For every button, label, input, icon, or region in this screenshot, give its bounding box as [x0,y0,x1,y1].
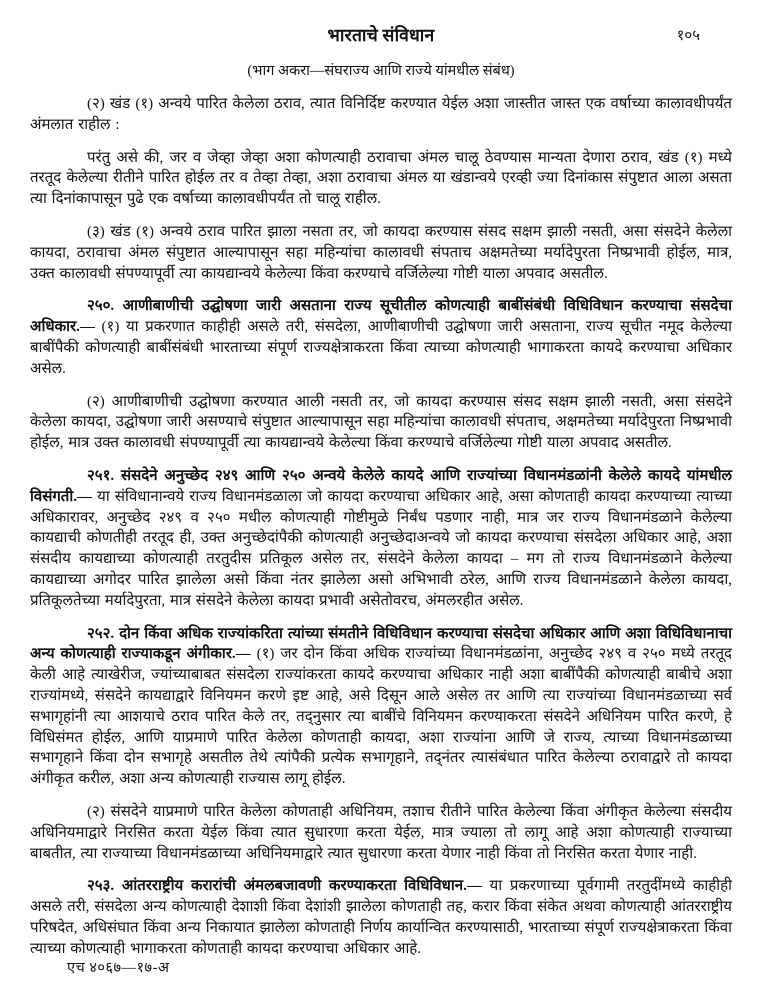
printer-mark: एच ४०६७—१७-अ [67,960,170,976]
article-251-heading: २५१. संसदेने अनुच्छेद २४९ आणि २५० अन्वये केलेले कायदे आणि राज्यांच्या विधानमंडळांनी केलेले कायदे यांमधील विसंगती.— [30,467,732,505]
part-subtitle: (भाग अकरा—संघराज्य आणि राज्ये यांमधील संबंध) [247,63,515,79]
article-250-paragraph [30,296,732,379]
clause-paragraph [30,222,732,284]
clause-text: (२) खंड (१) अन्वये पारित केलेला ठराव, त्यात विनिर्दिष्ट करण्यात येईल अशा जास्तीत जास्त एक वर्षाच्या कालावधीपर्यंत अंमलात राहील : [30,96,732,133]
clause-text: (२) आणीबाणीची उद्घोषणा करण्यात आली नसती तर, जो कायदा करण्यास संसद सक्षम झाली नसती, असा संसदेने केलेला कायदा, उद्घोषणा जारी असण्याचे संपुष्टात आल्यापासून सहा महिन्यांचा कालावधी संपताच, अक्षमतेच्या मर्यादेपुरता निष्प्रभावी होईल, मात्र उक्त कालावधी संपण्यापूर्वी त्या कायद्यान्वये केलेल्या किंवा करण्याचे वर्जिलेल्या गोष्टी याला अपवाद असतील. [30,393,732,452]
article-250-heading: २५०. आणीबाणीची उद्घोषणा जारी असताना राज्य सूचीतील कोणत्याही बाबींसंबंधी विधिविधान करण्याचा संसदेचा अधिकार.— [30,298,732,336]
article-252-heading: २५२. दोन किंवा अधिक राज्यांकरिता त्यांच्या संमतीने विधिविधान करण्याचा संसदेचा अधिकार आणि अशा विधिविधानाचा अन्य कोणत्याही राज्याकडून अंगीकार.— [30,625,732,663]
article-text [30,94,732,959]
article-253-heading: २५३. आंतरराष्ट्रीय करारांची अंमलबजावणी करण्याकरता विधिविधान.— [87,878,482,895]
clause-text: (३) खंड (१) अन्वये ठराव पारित झाला नसता तर, जो कायदा करण्यास संसद सक्षम झाली नसती, असा संसदेने केलेला कायदा, ठरावाचा अंमल संपुष्टात आल्यापासून सहा महिन्यांचा कालावधी संपताच अक्षमतेच्या मर्यादेपुरता निष्प्रभावी होईल, मात्र, उक्त कालावधी संपण्यापूर्वी त्या कायद्यान्वये केलेल्या किंवा करण्याचे वर्जिलेल्या गोष्टी याला अपवाद असतील. [30,223,732,282]
clause-paragraph [30,94,732,136]
clause-paragraph [30,392,732,454]
page-title: भारताचे संविधान [327,25,435,45]
article-251-paragraph [30,466,732,612]
proviso-paragraph [30,148,732,210]
clause-paragraph [30,802,732,864]
page-header [30,23,732,47]
clause-text: (१) जर दोन किंवा अधिक राज्यांच्या विधानमंडळांना, अनुच्छेद २४९ व २५० मध्ये तरतूद केली आहे त्याखेरीज, ज्यांच्याबाबत संसदेला राज्यांकरता कायदे करण्याचा अधिकार नाही अशा बाबींपैकी कोणत्याही बाबीचे अशा राज्यांमध्ये, संसदेने कायद्याद्वारे विनियमन करणे इष्ट आहे, असे दिसून आले असेल तर आणि त्या राज्यांच्या विधानमंडळाच्या सर्व सभागृहांनी त्या आशयाचे ठराव पारित केले तर, तद्नुसार त्या बाबींचे विनियमन करण्याकरता संसदेने अधिनियम पारित करणे, हे विधिसंमत होईल, आणि याप्रमाणे पारित केलेला कोणताही कायदा, अशा राज्यांना आणि जे राज्य, त्याच्या विधानमंडळाच्या सभागृहाने किंवा दोन सभागृहे असतील तेथे त्यांपैकी प्रत्येक सभागृहाने, तद्नंतर त्यासंबंधात पारित केलेल्या ठरावाद्वारे तो कायदा अंगीकृत करील, अशा अन्य कोणत्याही राज्यास लागू होईल. [30,646,733,788]
article-252-paragraph [30,624,732,790]
clause-text: परंतु असे की, जर व जेव्हा जेव्हा अशा कोणत्याही ठरावाचा अंमल चालू ठेवण्यास मान्यता देणारा ठराव, खंड (१) मध्ये तरतूद केलेल्या रीतीने पारित होईल तर व तेव्हा तेव्हा, अशा ठरावाचा अंमल या खंडान्वये एरव्ही ज्या दिनांकास संपुष्टात आला असता त्या दिनांकापासून पुढे एक वर्षाच्या कालावधीपर्यंत तो चालू राहील. [30,149,732,208]
page-number: १०५ [676,28,700,44]
clause-text: (२) संसदेने याप्रमाणे पारित केलेला कोणताही अधिनियम, तशाच रीतीने पारित केलेल्या किंवा अंगीकृत केलेल्या संसदीय अधिनियमाद्वारे निरसित करता येईल किंवा त्यात सुधारणा करता येईल, मात्र ज्याला तो लागू आहे अशा कोणत्याही राज्याच्या बाबतीत, त्या राज्याच्या विधानमंडळाच्या अधिनियमाद्वारे त्यात सुधारणा करता येणार नाही किंवा तो निरसित करता येणार नाही. [30,803,732,862]
clause-text: या प्रकरणाच्या पूर्वगामी तरतुदींमध्ये काहीही असले तरी, संसदेला अन्य कोणत्याही देशाशी किंवा देशांशी झालेला कोणताही तह, करार किंवा संकेत अथवा कोणत्याही आंतरराष्ट्रीय परिषदेत, अधिसंघात किंवा अन्य निकायात झालेला कोणताही निर्णय कार्यान्वित करण्यासाठी, भारताच्या संपूर्ण राज्यक्षेत्राकरता किंवा त्याच्या कोणत्याही भागाकरता कोणताही कायदा करण्याचा अधिकार आहे. [30,878,732,957]
clause-text: या संविधानान्वये राज्य विधानमंडळाला जो कायदा करण्याचा अधिकार आहे, असा कोणताही कायदा करण्याच्या त्याच्या अधिकारावर, अनुच्छेद २४९ व २५० मधील कोणत्याही गोष्टीमुळे निर्बंध पडणार नाही, मात्र जर राज्य विधानमंडळाने केलेल्या कायद्याची कोणतीही तरतूद ही, उक्त अनुच्छेदांपैकी कोणत्याही अनुच्छेदाअन्वये जो कायदा करण्याचा संसदेला अधिकार आहे, अशा संसदीय कायद्याच्या कोणत्याही तरतुदीस प्रतिकूल असेल तर, संसदेने केलेला कायदा – मग तो राज्य विधानमंडळाने केलेल्या कायद्याच्या अगोदर पारित झालेला असो किंवा नंतर झालेला असो अभिभावी ठरेल, आणि राज्य विधानमंडळाने केलेला कायदा, प्रतिकूलतेच्या मर्यादेपुरता, मात्र संसदेने केलेला कायदा प्रभावी असेतोवरच, अंमलरहीत असेल. [30,488,732,609]
clause-text: (१) या प्रकरणात काहीही असले तरी, संसदेला, आणीबाणीची उद्घोषणा जारी असताना, राज्य सूचीत नमूद केलेल्या बाबींपैकी कोणत्याही बाबींसंबंधी भारताच्या संपूर्ण राज्यक्षेत्राकरता किंवा त्याच्या कोणत्याही भागाकरता कायदे करण्याचा अधिकार असेल. [30,319,732,377]
article-253-paragraph [30,876,732,959]
